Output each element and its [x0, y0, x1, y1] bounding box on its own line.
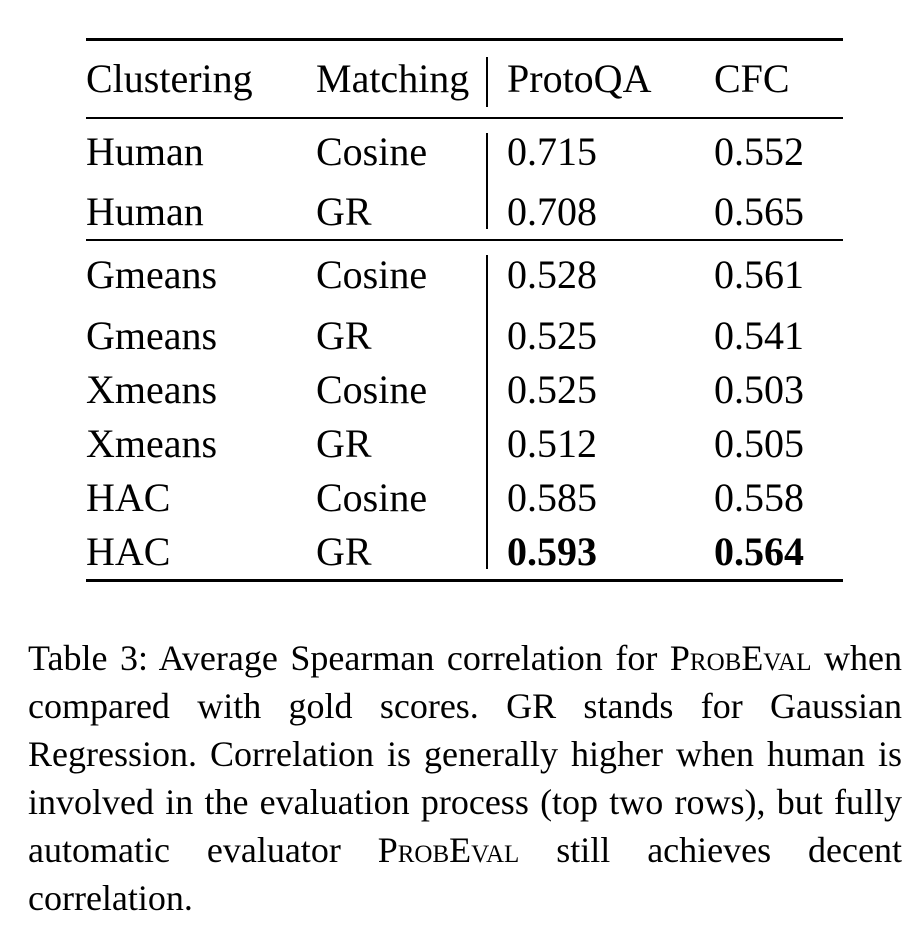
caption-text: when compared with gold scores. GR stands for Gaussian Regression. Correlation is generally higher when human is involved in the evaluation process (top two rows), but fully automatic evaluator: [28, 638, 903, 870]
header-protoqa: ProtoQA: [507, 40, 714, 119]
cell-clustering: Human: [86, 129, 204, 174]
cell-clustering: Human: [86, 185, 316, 240]
cell-matching: Cosine: [316, 475, 428, 520]
table-row: [86, 185, 843, 240]
table-row: [86, 118, 843, 185]
cell-protoqa: 0.512: [507, 417, 714, 471]
cell-cfc: 0.558: [714, 475, 804, 520]
header-clustering: Clustering: [86, 40, 316, 119]
cell-cfc-best: 0.564: [714, 529, 804, 574]
cell-matching: GR: [316, 313, 372, 358]
results-table: [86, 38, 843, 582]
cell-cfc: 0.565: [714, 185, 843, 240]
cell-matching: GR: [316, 185, 507, 240]
caption-text: still achieves decent correlation.: [28, 830, 902, 918]
results-table-container: [86, 38, 843, 582]
cell-cfc: 0.552: [714, 129, 804, 174]
cell-matching: GR: [316, 421, 372, 466]
probeval-name: ProbEval: [377, 830, 520, 870]
cell-clustering: Gmeans: [86, 313, 218, 358]
cell-protoqa: 0.525: [507, 309, 714, 363]
table-caption: [28, 634, 902, 922]
cell-protoqa-best: 0.593: [507, 525, 714, 581]
header-cfc: CFC: [714, 40, 843, 119]
cell-clustering: Xmeans: [86, 367, 218, 412]
cell-matching: Cosine: [316, 367, 428, 412]
table-row: [86, 240, 843, 309]
table-row: [86, 309, 843, 363]
cell-protoqa: 0.715: [507, 118, 714, 185]
caption-text: Table 3: Average Spearman correlation for: [28, 638, 670, 678]
table-header-row: [86, 40, 843, 119]
cell-cfc: 0.541: [714, 313, 804, 358]
table-row: [86, 525, 843, 581]
cell-matching: Cosine: [316, 129, 428, 174]
table-row: [86, 363, 843, 417]
cell-matching: GR: [316, 529, 372, 574]
cell-clustering: HAC: [86, 475, 171, 520]
cell-cfc: 0.503: [714, 367, 804, 412]
cell-protoqa: 0.525: [507, 363, 714, 417]
cell-clustering: Gmeans: [86, 252, 218, 297]
cell-matching: Cosine: [316, 252, 428, 297]
cell-protoqa: 0.585: [507, 471, 714, 525]
table-row: [86, 417, 843, 471]
cell-protoqa: 0.528: [507, 240, 714, 309]
table-row: [86, 471, 843, 525]
cell-clustering: Xmeans: [86, 421, 218, 466]
cell-protoqa: 0.708: [507, 185, 714, 240]
cell-cfc: 0.561: [714, 252, 804, 297]
header-matching: Matching: [316, 40, 507, 119]
cell-cfc: 0.505: [714, 421, 804, 466]
cell-clustering: HAC: [86, 529, 171, 574]
probeval-name: ProbEval: [669, 638, 812, 678]
